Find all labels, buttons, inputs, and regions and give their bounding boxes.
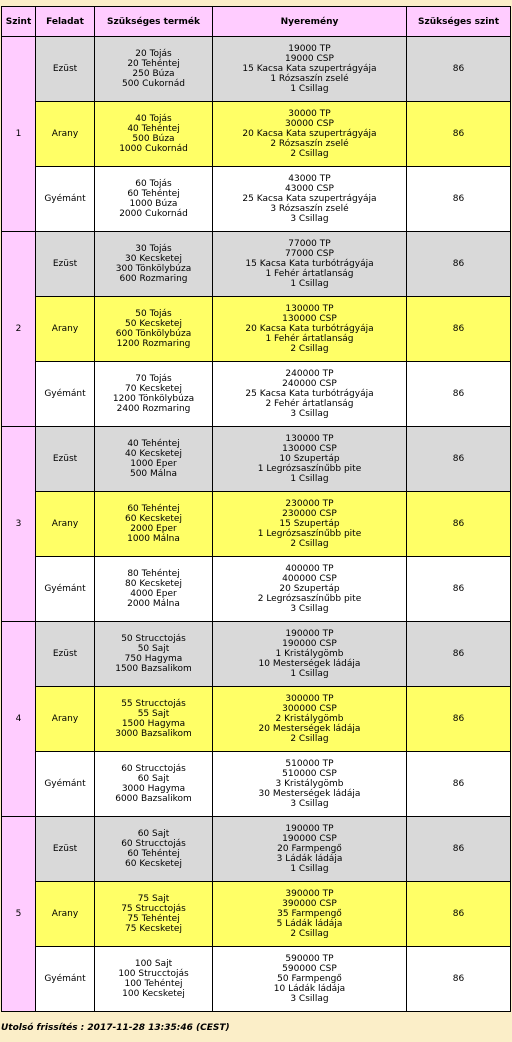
nyeremeny-line: 2 Rózsaszín zselé [270, 139, 349, 149]
feladat-cell: Arany [36, 102, 95, 167]
szukseges-szint-cell: 86 [407, 752, 511, 817]
feladat-cell: Gyémánt [36, 167, 95, 232]
termek-line: 30 Kecsketej [125, 254, 182, 264]
termek-cell [95, 947, 213, 1012]
termek-line: 2400 Rozmaring [116, 404, 191, 414]
nyeremeny-line: 300000 CSP [282, 704, 337, 714]
nyeremeny-line: 390000 CSP [282, 899, 337, 909]
nyeremeny-line: 590000 TP [285, 954, 334, 964]
nyeremeny-cell [213, 882, 407, 947]
nyeremeny-line: 1 Legrózsaszínűbb pite [257, 464, 362, 474]
nyeremeny-cell [213, 167, 407, 232]
termek-line: 60 Sajt [137, 774, 170, 784]
nyeremeny-cell [213, 362, 407, 427]
table-row [2, 817, 511, 882]
termek-line: 100 Kecsketej [122, 989, 185, 999]
termek-line: 40 Kecsketej [125, 449, 182, 459]
nyeremeny-line: 2 Csillag [290, 539, 329, 549]
termek-line: 6000 Bazsalikom [115, 794, 192, 804]
szukseges-szint-cell: 86 [407, 102, 511, 167]
nyeremeny-line: 1 Csillag [290, 84, 329, 94]
nyeremeny-line: 230000 CSP [282, 509, 337, 519]
nyeremeny-cell [213, 492, 407, 557]
nyeremeny-line: 50 Farmpengő [277, 974, 342, 984]
termek-line: 60 Kecsketej [125, 514, 182, 524]
nyeremeny-line: 2 Legrózsaszínűbb pite [257, 594, 362, 604]
termek-cell [95, 297, 213, 362]
termek-cell [95, 752, 213, 817]
nyeremeny-line: 15 Kacsa Kata szupertrágyája [242, 64, 377, 74]
nyeremeny-cell [213, 297, 407, 362]
nyeremeny-line: 2 Csillag [290, 734, 329, 744]
nyeremeny-line: 130000 CSP [282, 444, 337, 454]
termek-cell [95, 817, 213, 882]
termek-line: 1200 Tönkölybúza [112, 394, 195, 404]
nyeremeny-cell [213, 37, 407, 102]
termek-cell [95, 167, 213, 232]
nyeremeny-line: 1 Fehér ártatlanság [265, 334, 354, 344]
table-row [2, 687, 511, 752]
table-row [2, 37, 511, 102]
feladat-cell: Ezüst [36, 817, 95, 882]
table-row [2, 947, 511, 1012]
termek-line: 50 Kecsketej [125, 319, 182, 329]
feladat-cell: Ezüst [36, 37, 95, 102]
nyeremeny-line: 1 Legrózsaszínűbb pite [257, 529, 362, 539]
table-row [2, 557, 511, 622]
nyeremeny-line: 77000 CSP [285, 249, 334, 259]
termek-line: 600 Tönkölybúza [115, 329, 192, 339]
nyeremeny-line: 20 Mesterségek ládája [258, 724, 361, 734]
termek-line: 4000 Eper [130, 589, 177, 599]
feladat-cell: Gyémánt [36, 947, 95, 1012]
termek-line: 60 Strucctojás [121, 839, 186, 849]
feladat-cell: Gyémánt [36, 362, 95, 427]
nyeremeny-line: 20 Farmpengő [277, 844, 342, 854]
termek-line: 70 Kecsketej [125, 384, 182, 394]
termek-line: 60 Tehéntej [127, 849, 180, 859]
termek-line: 1000 Eper [130, 459, 177, 469]
nyeremeny-line: 20 Kacsa Kata szupertrágyája [242, 129, 377, 139]
feladat-cell: Gyémánt [36, 557, 95, 622]
table-row [2, 362, 511, 427]
feladat-cell: Ezüst [36, 232, 95, 297]
nyeremeny-line: 3 Ládák ládája [276, 854, 343, 864]
termek-line: 1000 Búza [129, 199, 178, 209]
termek-line: 1000 Málna [127, 534, 180, 544]
nyeremeny-line: 3 Rózsaszín zselé [270, 204, 349, 214]
nyeremeny-line: 20 Kacsa Kata turbótrágyája [245, 324, 374, 334]
feladat-cell: Arany [36, 882, 95, 947]
nyeremeny-cell [213, 102, 407, 167]
szint-cell: 2 [2, 232, 36, 427]
termek-line: 500 Cukornád [122, 79, 185, 89]
termek-line: 300 Tönkölybúza [115, 264, 192, 274]
szukseges-szint-cell: 86 [407, 297, 511, 362]
termek-line: 75 Tehéntej [127, 914, 180, 924]
table-row [2, 622, 511, 687]
nyeremeny-line: 43000 TP [288, 174, 331, 184]
table-row [2, 427, 511, 492]
nyeremeny-line: 240000 TP [285, 369, 334, 379]
termek-line: 100 Strucctojás [118, 969, 189, 979]
termek-line: 30 Tojás [135, 244, 172, 254]
szint-cell: 3 [2, 427, 36, 622]
nyeremeny-line: 30000 CSP [285, 119, 334, 129]
szukseges-szint-cell: 86 [407, 167, 511, 232]
termek-line: 75 Strucctojás [121, 904, 186, 914]
nyeremeny-line: 20 Szupertáp [279, 584, 340, 594]
nyeremeny-line: 3 Kristálygömb [275, 779, 344, 789]
termek-line: 60 Strucctojás [121, 764, 186, 774]
szukseges-szint-cell: 86 [407, 492, 511, 557]
nyeremeny-line: 19000 CSP [285, 54, 334, 64]
nyeremeny-line: 2 Fehér ártatlanság [265, 399, 354, 409]
nyeremeny-line: 190000 TP [285, 629, 334, 639]
termek-line: 75 Kecsketej [125, 924, 182, 934]
termek-line: 40 Tojás [135, 114, 172, 124]
termek-line: 60 Sajt [137, 829, 170, 839]
termek-line: 60 Tojás [135, 179, 172, 189]
termek-line: 600 Rozmaring [119, 274, 188, 284]
termek-line: 1200 Rozmaring [116, 339, 191, 349]
nyeremeny-line: 3 Csillag [290, 214, 329, 224]
termek-line: 80 Kecsketej [125, 579, 182, 589]
nyeremeny-line: 130000 CSP [282, 314, 337, 324]
termek-line: 2000 Eper [130, 524, 177, 534]
termek-line: 40 Tehéntej [127, 124, 180, 134]
nyeremeny-line: 10 Mesterségek ládája [258, 659, 361, 669]
nyeremeny-cell [213, 427, 407, 492]
nyeremeny-line: 240000 CSP [282, 379, 337, 389]
termek-line: 2000 Cukornád [119, 209, 188, 219]
table-row [2, 102, 511, 167]
nyeremeny-line: 130000 TP [285, 434, 334, 444]
termek-line: 1500 Hagyma [121, 719, 186, 729]
szukseges-szint-cell: 86 [407, 37, 511, 102]
nyeremeny-line: 230000 TP [285, 499, 334, 509]
termek-line: 60 Tehéntej [127, 189, 180, 199]
nyeremeny-line: 190000 CSP [282, 834, 337, 844]
nyeremeny-line: 1 Csillag [290, 474, 329, 484]
nyeremeny-line: 25 Kacsa Kata szupertrágyája [242, 194, 377, 204]
feladat-cell: Ezüst [36, 427, 95, 492]
feladat-cell: Gyémánt [36, 752, 95, 817]
szukseges-szint-cell: 86 [407, 817, 511, 882]
rewards-table [1, 6, 511, 1012]
nyeremeny-line: 190000 CSP [282, 639, 337, 649]
table-row [2, 232, 511, 297]
nyeremeny-line: 25 Kacsa Kata turbótrágyája [245, 389, 374, 399]
nyeremeny-cell [213, 947, 407, 1012]
szukseges-szint-cell: 86 [407, 947, 511, 1012]
table-row [2, 297, 511, 362]
termek-line: 70 Tojás [135, 374, 172, 384]
nyeremeny-line: 3 Csillag [290, 409, 329, 419]
termek-cell [95, 622, 213, 687]
nyeremeny-line: 2 Kristálygömb [275, 714, 344, 724]
nyeremeny-cell [213, 752, 407, 817]
termek-line: 55 Strucctojás [121, 699, 186, 709]
termek-line: 100 Tehéntej [124, 979, 183, 989]
termek-line: 1500 Bazsalikom [115, 664, 192, 674]
termek-cell [95, 687, 213, 752]
nyeremeny-line: 1 Kristálygömb [275, 649, 344, 659]
szukseges-szint-cell: 86 [407, 557, 511, 622]
nyeremeny-line: 43000 CSP [285, 184, 334, 194]
nyeremeny-line: 10 Szupertáp [279, 454, 340, 464]
nyeremeny-line: 15 Szupertáp [279, 519, 340, 529]
table-row [2, 167, 511, 232]
nyeremeny-line: 1 Csillag [290, 279, 329, 289]
termek-cell [95, 102, 213, 167]
termek-line: 500 Málna [129, 469, 178, 479]
termek-line: 100 Sajt [134, 959, 173, 969]
nyeremeny-line: 1 Csillag [290, 864, 329, 874]
nyeremeny-cell [213, 687, 407, 752]
nyeremeny-cell [213, 817, 407, 882]
termek-line: 1000 Cukornád [119, 144, 188, 154]
header-row [2, 7, 511, 37]
termek-line: 80 Tehéntej [127, 569, 180, 579]
nyeremeny-line: 35 Farmpengő [277, 909, 342, 919]
termek-line: 3000 Hagyma [121, 784, 186, 794]
nyeremeny-line: 590000 CSP [282, 964, 337, 974]
termek-line: 75 Sajt [137, 894, 170, 904]
termek-line: 3000 Bazsalikom [115, 729, 192, 739]
termek-cell [95, 232, 213, 297]
termek-line: 60 Kecsketej [125, 859, 182, 869]
feladat-cell: Arany [36, 297, 95, 362]
nyeremeny-cell [213, 557, 407, 622]
header-nyeremeny: Nyeremény [213, 7, 407, 37]
last-updated: Utolsó frissítés : 2017-11-28 13:35:46 (CEST) [1, 1023, 230, 1033]
nyeremeny-line: 2 Csillag [290, 344, 329, 354]
szint-cell: 5 [2, 817, 36, 1012]
nyeremeny-line: 2 Csillag [290, 149, 329, 159]
nyeremeny-line: 1 Fehér ártatlanság [265, 269, 354, 279]
termek-line: 50 Strucctojás [121, 634, 186, 644]
szint-cell: 4 [2, 622, 36, 817]
termek-line: 250 Búza [132, 69, 175, 79]
feladat-cell: Ezüst [36, 622, 95, 687]
termek-line: 500 Búza [132, 134, 175, 144]
szukseges-szint-cell: 86 [407, 622, 511, 687]
nyeremeny-line: 77000 TP [288, 239, 331, 249]
termek-line: 55 Sajt [137, 709, 170, 719]
szukseges-szint-cell: 86 [407, 427, 511, 492]
termek-cell [95, 882, 213, 947]
header-szukseges-szint: Szükséges szint [407, 7, 511, 37]
nyeremeny-line: 30 Mesterségek ládája [258, 789, 361, 799]
nyeremeny-line: 300000 TP [285, 694, 334, 704]
nyeremeny-cell [213, 622, 407, 687]
termek-line: 20 Tojás [135, 49, 172, 59]
szukseges-szint-cell: 86 [407, 362, 511, 427]
termek-line: 20 Tehéntej [127, 59, 180, 69]
termek-line: 50 Tojás [135, 309, 172, 319]
nyeremeny-line: 1 Rózsaszín zselé [270, 74, 349, 84]
termek-line: 60 Tehéntej [127, 504, 180, 514]
termek-line: 40 Tehéntej [127, 439, 180, 449]
termek-line: 750 Hagyma [124, 654, 183, 664]
termek-cell [95, 492, 213, 557]
nyeremeny-line: 3 Csillag [290, 994, 329, 1004]
table-row [2, 882, 511, 947]
szukseges-szint-cell: 86 [407, 687, 511, 752]
szukseges-szint-cell: 86 [407, 882, 511, 947]
termek-line: 50 Sajt [137, 644, 170, 654]
termek-cell [95, 362, 213, 427]
szint-cell: 1 [2, 37, 36, 232]
nyeremeny-line: 3 Csillag [290, 604, 329, 614]
nyeremeny-line: 510000 TP [285, 759, 334, 769]
table-row [2, 752, 511, 817]
nyeremeny-line: 15 Kacsa Kata turbótrágyája [245, 259, 374, 269]
nyeremeny-cell [213, 232, 407, 297]
nyeremeny-line: 510000 CSP [282, 769, 337, 779]
nyeremeny-line: 3 Csillag [290, 799, 329, 809]
szukseges-szint-cell: 86 [407, 232, 511, 297]
header-szukseges-termek: Szükséges termék [95, 7, 213, 37]
table-row [2, 492, 511, 557]
header-szint: Szint [2, 7, 36, 37]
feladat-cell: Arany [36, 492, 95, 557]
nyeremeny-line: 1 Csillag [290, 669, 329, 679]
nyeremeny-line: 400000 TP [285, 564, 334, 574]
termek-line: 2000 Málna [127, 599, 180, 609]
nyeremeny-line: 30000 TP [288, 109, 331, 119]
nyeremeny-line: 390000 TP [285, 889, 334, 899]
nyeremeny-line: 130000 TP [285, 304, 334, 314]
nyeremeny-line: 5 Ládák ládája [276, 919, 343, 929]
feladat-cell: Arany [36, 687, 95, 752]
nyeremeny-line: 2 Csillag [290, 929, 329, 939]
nyeremeny-line: 400000 CSP [282, 574, 337, 584]
nyeremeny-line: 190000 TP [285, 824, 334, 834]
termek-cell [95, 427, 213, 492]
nyeremeny-line: 10 Ládák ládája [273, 984, 346, 994]
header-feladat: Feladat [36, 7, 95, 37]
nyeremeny-line: 19000 TP [288, 44, 331, 54]
termek-cell [95, 557, 213, 622]
termek-cell [95, 37, 213, 102]
